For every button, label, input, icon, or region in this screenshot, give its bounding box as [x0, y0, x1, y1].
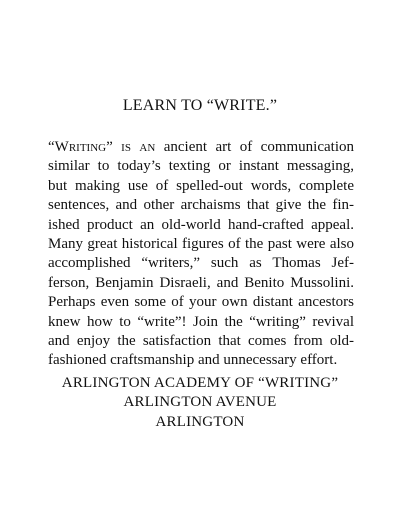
body-line-2: similar to today’s texting or instant messaging,	[48, 158, 354, 175]
lead-word: “Writing” is an	[48, 139, 156, 155]
body-line-1-text: ancient art of communication	[155, 139, 354, 155]
ad-heading: LEARN TO “WRITE.”	[122, 97, 278, 114]
body-line-11: and enjoy the satisfaction that comes from old-	[48, 332, 354, 349]
academy-name: ARLINGTON ACADEMY OF “WRITING”	[61, 375, 339, 391]
academy-street: ARLINGTON AVENUE	[123, 394, 277, 411]
body-line-7: accomplished “writers,” such as Thomas Jef-	[48, 255, 354, 272]
body-line-5: ished product an old-world hand-crafted appeal.	[48, 216, 354, 233]
body-line-10: knew how to “write”! Join the “writing” revival	[48, 313, 354, 330]
body-line-8: ferson, Benjamin Disraeli, and Benito Mussolini.	[48, 274, 354, 291]
ad-body	[48, 138, 354, 371]
body-line-4: sentences, and other archaisms that give the fin-	[48, 197, 354, 214]
body-line-9: Perhaps even some of your own distant ancestors	[48, 294, 354, 311]
body-line-12: fashioned craftsmanship and unnecessary effort.	[48, 352, 338, 369]
body-line-3: but making use of spelled-out words, complete	[48, 177, 354, 194]
academy-city: ARLINGTON	[155, 413, 245, 430]
body-line-1	[48, 138, 354, 157]
body-line-6: Many great historical figures of the past were also	[48, 235, 354, 252]
ad-footer-address	[0, 374, 400, 432]
